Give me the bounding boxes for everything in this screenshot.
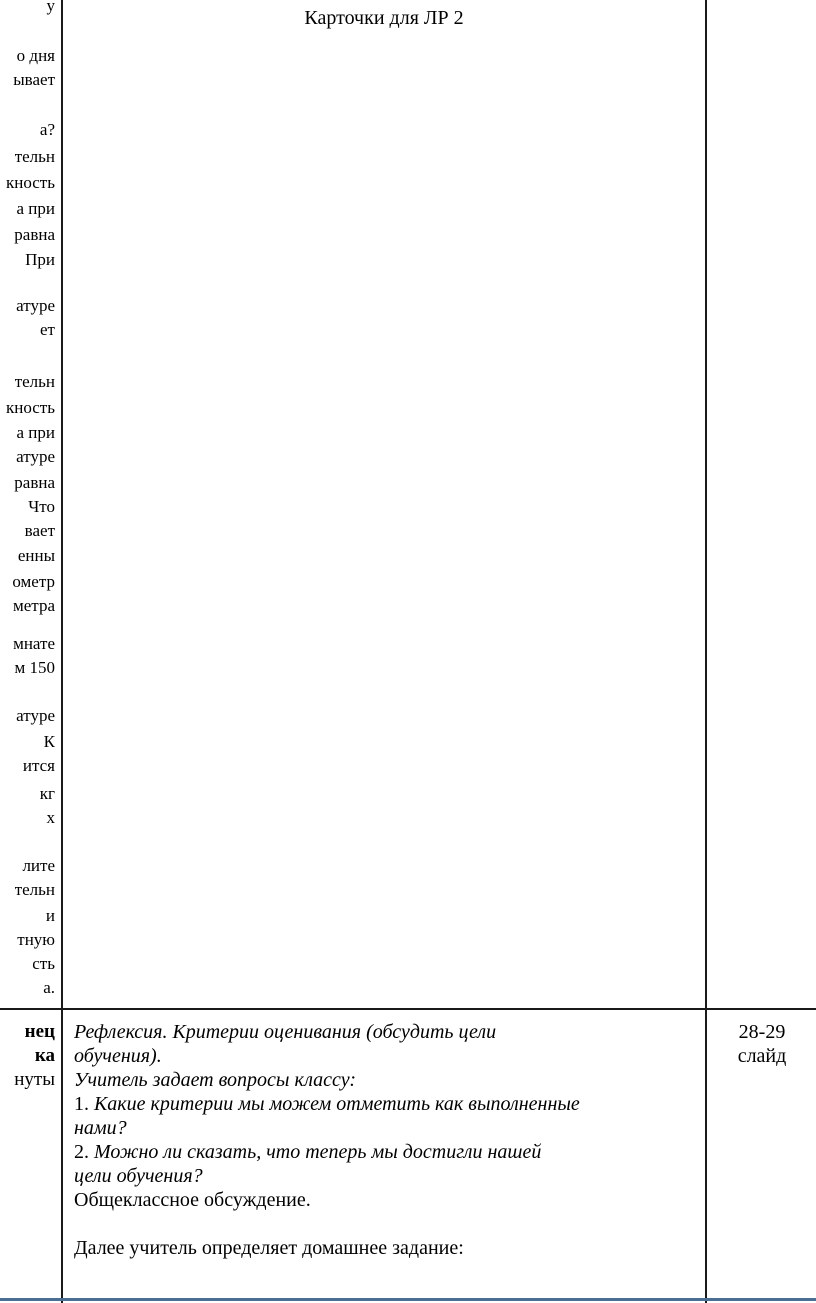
left-column-fragment: При [25,250,55,269]
left-column-fragment: атуре [16,706,55,725]
slide-number-range: 28-29 [738,1021,786,1043]
question-2-number: 2. [74,1141,89,1163]
card-title: Карточки для ЛР 2 [304,7,464,29]
left-column-fragment: а. [43,978,55,997]
left-column-fragment: равна [14,225,55,244]
left-column-fragment: х [46,808,55,827]
left-column-fragment: а при [16,423,55,442]
left-column-fragment: К [43,732,55,751]
left-column-fragment: у [46,0,55,15]
left-column-fragment: лите [22,856,55,875]
question-1-text-cont: нами? [74,1117,127,1139]
left-column-fragment: атуре [16,296,55,315]
left-column-fragment: тельн [14,880,55,899]
class-discussion: Общеклассное обсуждение. [74,1189,311,1211]
stage-fragment-2: ка [34,1045,55,1066]
left-column-fragment: ывает [13,70,55,89]
left-column-fragment: мнате [13,634,55,653]
reflection-heading-line2: обучения). [74,1045,162,1067]
left-column-fragment: тельн [14,372,55,391]
table-border-left [61,0,63,1303]
question-2-text: Можно ли сказать, что теперь мы достигли нашей [94,1141,542,1163]
left-column-fragment: метра [13,596,55,615]
stage-fragment-1: нец [24,1021,55,1042]
question-1-number: 1. [74,1093,89,1115]
question-1-text: Какие критерии мы можем отметить как выполненные [94,1093,580,1115]
table-row-divider [0,1008,816,1010]
question-1 [74,1092,702,1116]
left-column-fragment: сть [32,954,55,973]
left-column-fragment: Что [28,497,55,516]
reflection-heading-line1: Рефлексия. Критерии оценивания (обсудить цели [74,1021,497,1043]
question-2-text-cont: цели обучения? [74,1165,203,1187]
left-column-fragment: кность [5,173,55,192]
left-column-fragment: тную [17,930,55,949]
stage-fragment-3: нуты [14,1069,55,1090]
left-column-fragment: кность [5,398,55,417]
left-column-fragment: вает [24,521,55,540]
left-column-fragment: а при [16,199,55,218]
left-column-fragment: ометр [12,572,55,591]
left-column-fragment: ет [40,320,55,339]
question-2 [74,1140,702,1164]
left-column-fragment: равна [14,473,55,492]
left-column-cropped [0,0,55,1000]
left-column-fragment: енны [17,546,55,565]
homework-intro: Далее учитель определяет домашнее задание: [74,1237,464,1259]
table-border-middle [705,0,707,1303]
left-column-fragment: атуре [16,447,55,466]
left-column-fragment: и [45,906,55,925]
stage-time-cropped [0,1068,55,1092]
left-column-fragment: а? [39,120,55,139]
left-column-fragment: кг [39,784,55,803]
slide-reference [708,1020,816,1068]
stage-name-cropped [0,1020,55,1068]
reflection-content [74,1020,702,1260]
left-column-fragment: тельн [14,147,55,166]
left-column-fragment: ится [22,756,55,775]
left-column-fragment: м 150 [14,658,55,677]
slide-label: слайд [737,1045,787,1067]
page-bottom-rule [0,1298,816,1301]
left-column-fragment: о дня [16,46,55,65]
teacher-question-intro: Учитель задает вопросы классу: [74,1069,357,1091]
